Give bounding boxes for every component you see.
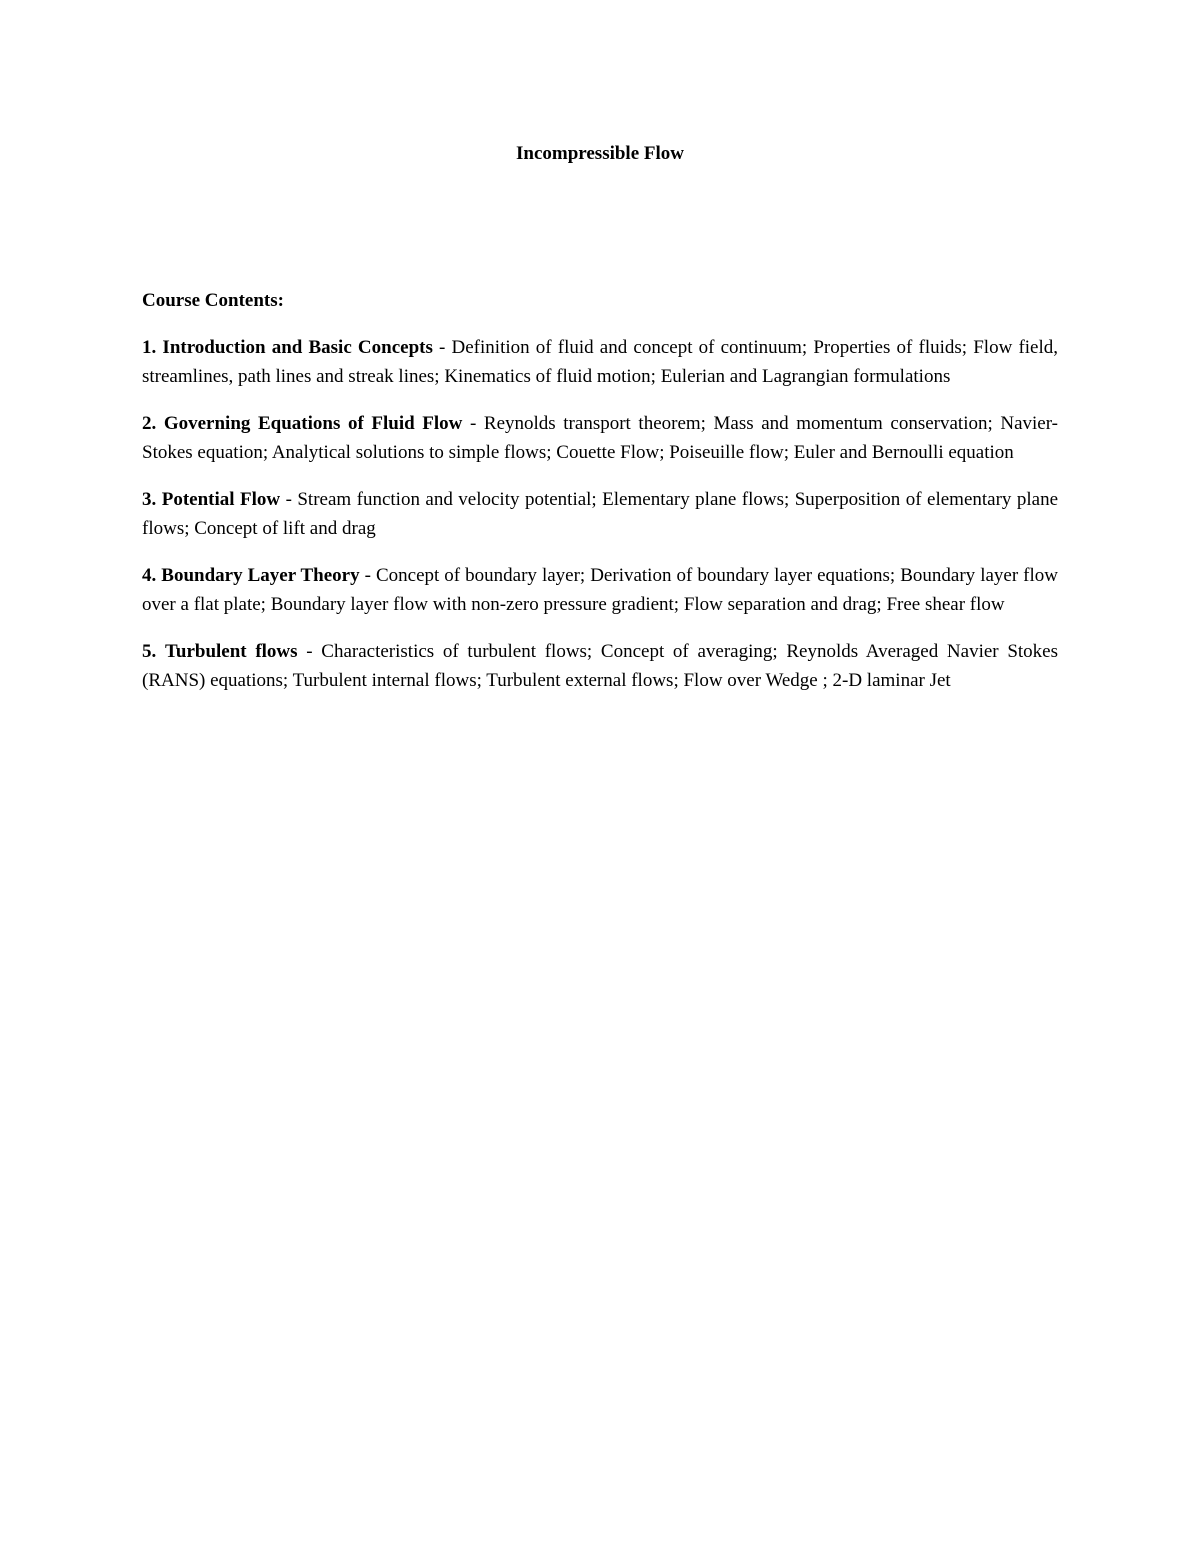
- item-separator: -: [359, 565, 376, 586]
- item-number: 2.: [142, 413, 157, 434]
- course-contents: [142, 287, 1058, 714]
- item-number: 4.: [142, 565, 157, 586]
- content-item-introduction: [142, 334, 1058, 391]
- item-title: Governing Equations of Fluid Flow: [163, 413, 463, 434]
- item-separator: -: [462, 413, 484, 434]
- item-title: Turbulent flows: [164, 641, 298, 662]
- item-separator: -: [280, 489, 298, 510]
- item-number: 3.: [142, 489, 157, 510]
- item-number: 5.: [142, 641, 157, 662]
- item-number: 1.: [142, 337, 157, 358]
- content-item-turbulent-flows: [142, 638, 1058, 695]
- document-title: Incompressible Flow: [515, 143, 684, 164]
- item-separator: -: [432, 337, 452, 358]
- content-item-potential-flow: [142, 486, 1058, 543]
- item-separator: -: [297, 641, 322, 662]
- item-text: Characteristics of turbulent flows; Concept of averaging; Reynolds Averaged Navier Stokes (RANS) equations; Turbulent internal flows; Turbulent external flows; Flow over Wedge ; 2-D laminar Jet: [142, 641, 1058, 691]
- item-text: Definition of fluid and concept of continuum; Properties of fluids; Flow field, streamlines, path lines and streak lines; Kinematics of fluid motion; Eulerian and Lagrangian formulations: [142, 337, 1059, 387]
- item-text: Concept of boundary layer; Derivation of boundary layer equations; Boundary layer flow over a flat plate; Boundary layer flow with non-zero pressure gradient; Flow separation and drag; Free shear flow: [142, 565, 1059, 615]
- item-title: Potential Flow: [161, 489, 281, 510]
- item-title: Boundary Layer Theory: [161, 565, 360, 586]
- item-text: Reynolds transport theorem; Mass and momentum conservation; Navier-Stokes equation; Analytical solutions to simple flows; Couette Flow; Poiseuille flow; Euler and Bernoulli equation: [142, 413, 1058, 463]
- item-text: Stream function and velocity potential; Elementary plane flows; Superposition of elementary plane flows; Concept of lift and drag: [142, 489, 1059, 539]
- content-item-governing-equations: [142, 410, 1058, 467]
- course-contents-heading: Course Contents:: [142, 290, 284, 311]
- content-item-boundary-layer: [142, 562, 1058, 619]
- item-title: Introduction and Basic Concepts: [162, 337, 433, 358]
